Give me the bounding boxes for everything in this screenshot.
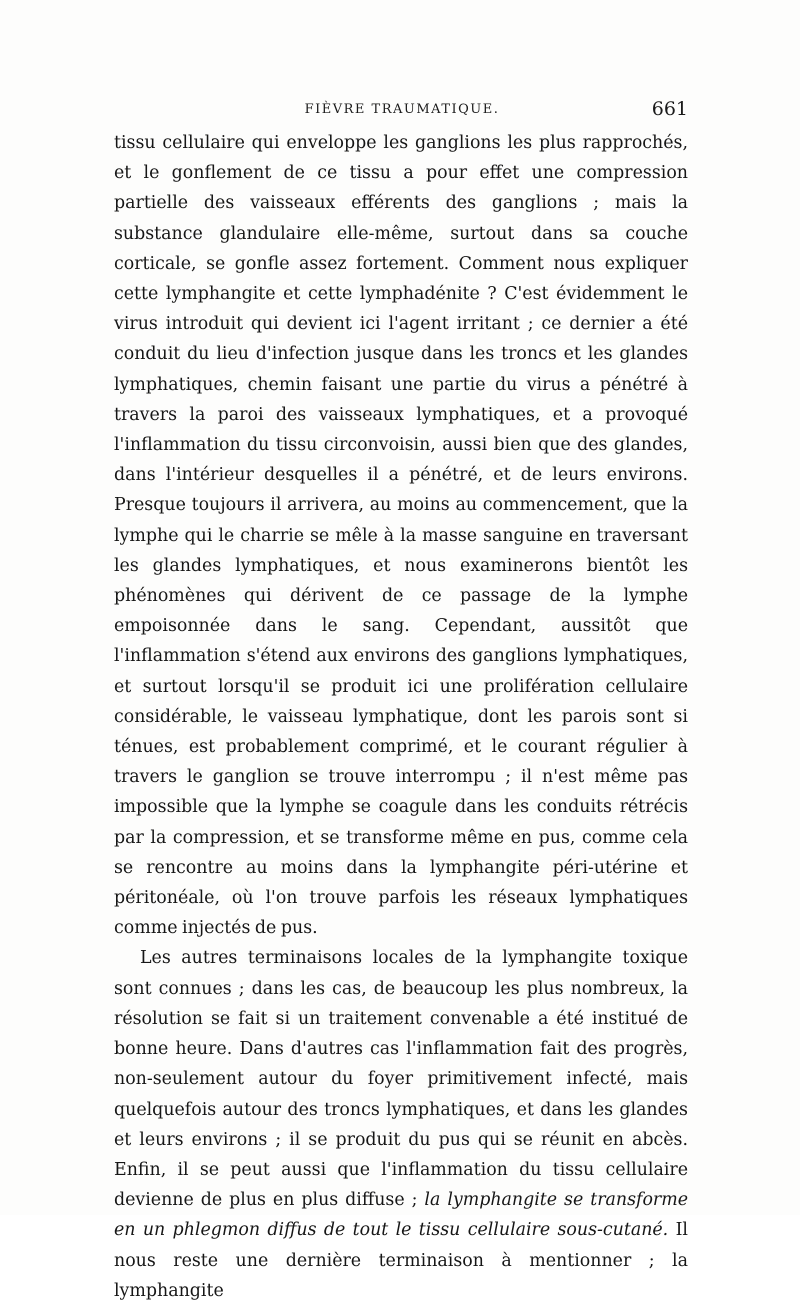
paragraph-2-end: Il nous reste une dernière terminaison à mentionner ; la lymphangite: [114, 1220, 688, 1301]
paragraph-2-italic: la lymphangite se transforme en un phlegmon diffus de tout le tissu cellulaire sous-cutané.: [114, 1190, 689, 1241]
paragraph-1: tissu cellulaire qui enveloppe les ganglions les plus rapprochés, et le gonflement de ce tissu a pour effet une compression partielle des vaisseaux efférents des ganglions ; mais la substance glandulaire elle-même, surtout dans sa couche corticale, se gonfle assez fortement. Comment nous expliquer cette lymphangite et cette lymphadénite ? C'est évidemment le virus introduit qui devient ici l'agent irritant ; ce dernier a été conduit du lieu d'infection jusque dans les troncs et les glandes lymphatiques, chemin faisant une partie du virus a pénétré à travers la paroi des vaisseaux lymphatiques, et a provoqué l'inflammation du tissu circonvoisin, aussi bien que des glandes, dans l'intérieur desquelles il a pénétré, et de leurs environs. Presque toujours il arrivera, au moins au commencement, que la lymphe qui le charrie se mêle à la masse sanguine en traversant les glandes lymphatiques, et nous examinerons bientôt les phénomènes qui dérivent de ce passage de la lymphe empoisonnée dans le sang. Cependant, aussitôt que l'inflammation s'étend aux environs des ganglions lymphatiques, et surtout lorsqu'il se produit ici une prolifération cellulaire considérable, le vaisseau lymphatique, dont les parois sont si ténues, est probablement comprimé, et le courant régulier à travers le ganglion se trouve interrompu ; il n'est même pas impossible que la lymphe se coagule dans les conduits rétrécis par la compression, et se transforme même en pus, comme cela se rencontre au moins dans la lymphangite péri-utérine et péritonéale, où l'on trouve parfois les réseaux lymphatiques comme injectés de pus.: [114, 133, 688, 939]
paragraph-2-start: Les autres terminaisons locales de la lymphangite toxique sont connues ; dans les cas, de beaucoup les plus nombreux, la résolution se fait si un traitement convenable a été institué de bonne heure. Dans d'autres cas l'inflammation fait des progrès, non-seulement autour du foyer primitivement infecté, mais quelquefois autour des troncs lymphatiques, et dans les glandes et leurs environs ; il se produit du pus qui se réunit en abcès. Enfin, il se peut aussi que l'inflammation du tissu cellulaire devienne de plus en plus diffuse ;: [114, 948, 688, 1211]
paragraph-2: [114, 943, 688, 1305]
running-title: FIÈVRE TRAUMATIQUE.: [304, 102, 500, 117]
page-number: 661: [651, 98, 688, 120]
page-header: [116, 98, 688, 122]
body-text: [114, 128, 688, 1306]
